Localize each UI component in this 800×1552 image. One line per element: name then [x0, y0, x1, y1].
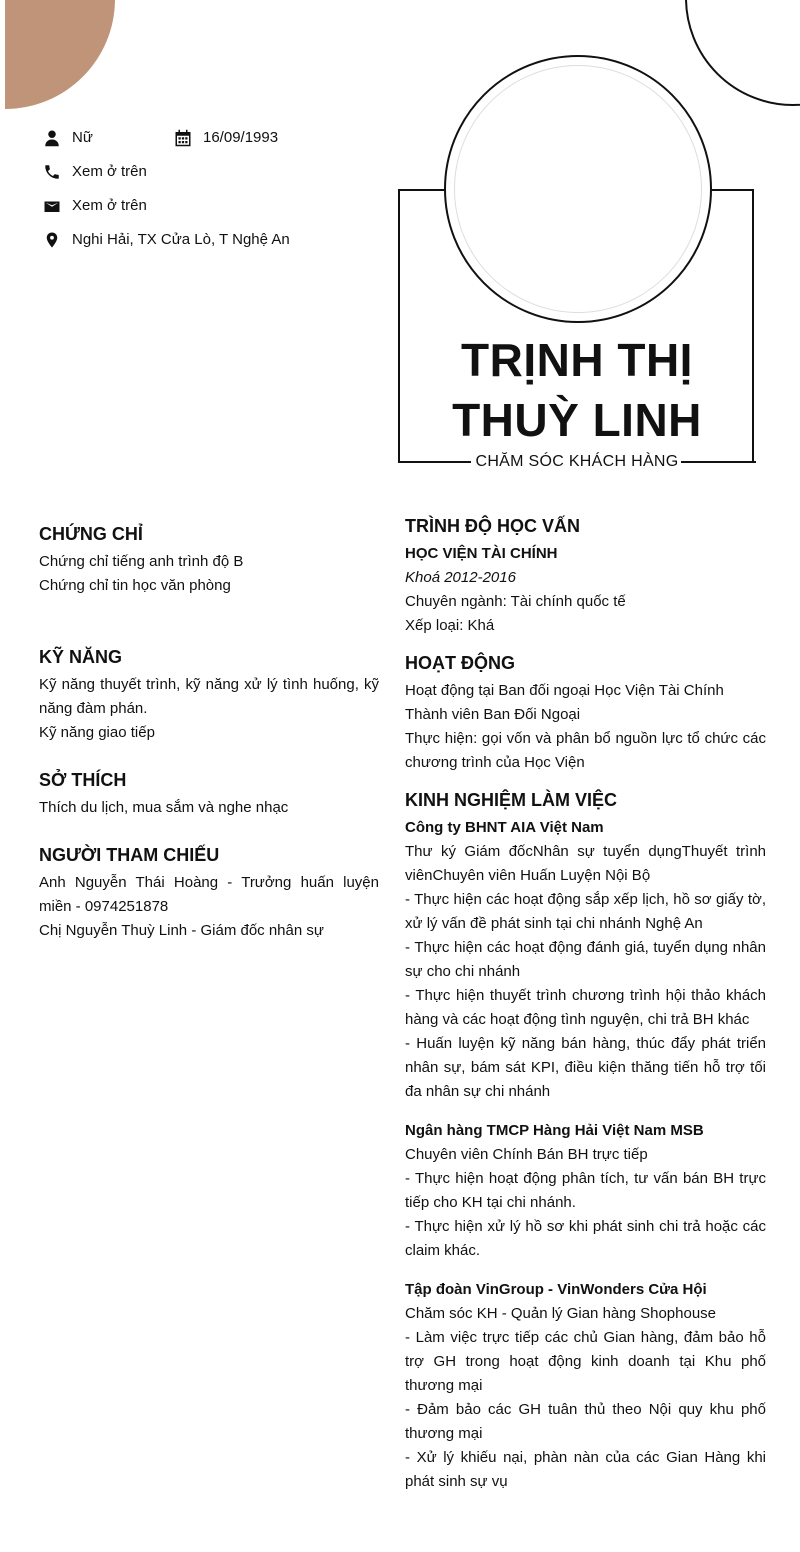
hobby-text: Thích du lịch, mua sắm và nghe nhạc — [39, 799, 289, 816]
job-line: Thư ký Giám đốcNhân sự tuyển dụngThuyết trình viênChuyên viên Huấn Luyện Nội Bộ — [405, 843, 766, 884]
decorative-tan-circle — [5, 0, 115, 109]
list-item: Chị Nguyễn Thuỳ Linh - Giám đốc nhân sự — [39, 922, 324, 939]
list-item: Chứng chỉ tin học văn phòng — [39, 577, 231, 594]
major: Chuyên ngành: Tài chính quốc tế — [405, 593, 626, 610]
experience-section — [405, 788, 766, 1494]
activity-line: Hoạt động tại Ban đối ngoại Học Viện Tài Chính — [405, 682, 724, 699]
job-line: - Thực hiện hoạt động phân tích, tư vấn bán BH trực tiếp cho KH tại chi nhánh. — [405, 1170, 766, 1211]
list-item: Kỹ năng giao tiếp — [39, 724, 155, 741]
section-title: KỸ NĂNG — [39, 647, 123, 667]
location-icon — [42, 230, 62, 250]
job-entry — [405, 816, 766, 1104]
contact-gender — [42, 128, 93, 148]
job-line: - Thực hiện các hoạt động sắp xếp lịch, hồ sơ giấy tờ, xử lý vấn đề phát sinh tại chi nhánh Nghệ An — [405, 891, 766, 932]
activity-line: Thực hiện: gọi vốn và phân bổ nguồn lực tổ chức các chương trình của Học Viện — [405, 730, 766, 771]
certificates-section — [39, 522, 379, 598]
phone-value: Xem ở trên — [72, 163, 147, 180]
job-line: Chăm sóc KH - Quản lý Gian hàng Shophouse — [405, 1305, 717, 1322]
school-name: HỌC VIỆN TÀI CHÍNH — [405, 545, 558, 562]
full-name — [400, 330, 754, 450]
calendar-icon — [173, 128, 193, 148]
decorative-outline-circle — [685, 0, 800, 112]
job-line: - Thực hiện thuyết trình chương trình hội thảo khách hàng và các hoạt động tình nguyện, chi trả BH khác — [405, 987, 766, 1028]
job-line: - Thực hiện xử lý hồ sơ khi phát sinh chi trả hoặc các claim khác. — [405, 1218, 766, 1259]
job-line: - Làm việc trực tiếp các chủ Gian hàng, đảm bảo hỗ trợ GH trong hoạt động kinh doanh tại Khu phố thương mại — [405, 1329, 766, 1394]
section-title: NGƯỜI THAM CHIẾU — [39, 845, 220, 865]
section-title: CHỨNG CHỈ — [39, 524, 143, 544]
contact-phone — [42, 162, 147, 182]
study-period: Khoá 2012-2016 — [405, 569, 516, 586]
job-line: - Huấn luyện kỹ năng bán hàng, thúc đẩy phát triển nhân sự, bám sát KPI, điều kiện thăng tiến hỗ trợ tối đa nhân sự chi nhánh — [405, 1035, 766, 1100]
gender-value: Nữ — [72, 129, 93, 146]
birthday-value: 16/09/1993 — [203, 129, 279, 146]
list-item: Anh Nguyễn Thái Hoàng - Trưởng huấn luyện miền - 0974251878 — [39, 874, 379, 915]
person-icon — [42, 128, 62, 148]
contact-address — [42, 230, 290, 250]
section-title: TRÌNH ĐỘ HỌC VẤN — [405, 516, 580, 536]
grade: Xếp loại: Khá — [405, 617, 495, 634]
name-line-2: THUỲ LINH — [452, 394, 702, 446]
section-title: HOẠT ĐỘNG — [405, 653, 515, 673]
hobbies-section — [39, 768, 379, 820]
job-entry — [405, 1119, 766, 1263]
section-title: SỞ THÍCH — [39, 770, 127, 790]
mail-icon — [42, 196, 62, 216]
name-line-1: TRỊNH THỊ — [461, 334, 693, 386]
job-line: - Đảm bảo các GH tuân thủ theo Nội quy khu phố thương mại — [405, 1401, 766, 1442]
company-name: Ngân hàng TMCP Hàng Hải Việt Nam MSB — [405, 1122, 704, 1139]
company-name: Tập đoàn VinGroup - VinWonders Cửa Hội — [405, 1281, 707, 1298]
email-value: Xem ở trên — [72, 197, 147, 214]
job-line: - Xử lý khiếu nại, phàn nàn của các Gian Hàng khi phát sinh sự vụ — [405, 1449, 766, 1490]
section-title: KINH NGHIỆM LÀM VIỆC — [405, 790, 618, 810]
skills-section — [39, 645, 379, 745]
activity-line: Thành viên Ban Đối Ngoại — [405, 706, 581, 723]
contact-birthday — [173, 128, 278, 148]
job-line: - Thực hiện các hoạt động đánh giá, tuyển dụng nhân sự cho chi nhánh — [405, 939, 766, 980]
references-section — [39, 843, 379, 943]
education-section — [405, 514, 766, 638]
company-name: Công ty BHNT AIA Việt Nam — [405, 819, 604, 836]
phone-icon — [42, 162, 62, 182]
contact-email — [42, 196, 147, 216]
activities-section — [405, 651, 766, 775]
job-entry — [405, 1278, 766, 1494]
list-item: Kỹ năng thuyết trình, kỹ năng xử lý tình huống, kỹ năng đàm phán. — [39, 676, 379, 717]
profile-photo — [444, 55, 712, 323]
address-value: Nghi Hải, TX Cửa Lò, T Nghệ An — [72, 231, 290, 248]
job-title: CHĂM SÓC KHÁCH HÀNG — [475, 453, 679, 470]
job-line: Chuyên viên Chính Bán BH trực tiếp — [405, 1146, 648, 1163]
list-item: Chứng chỉ tiếng anh trình độ B — [39, 553, 244, 570]
